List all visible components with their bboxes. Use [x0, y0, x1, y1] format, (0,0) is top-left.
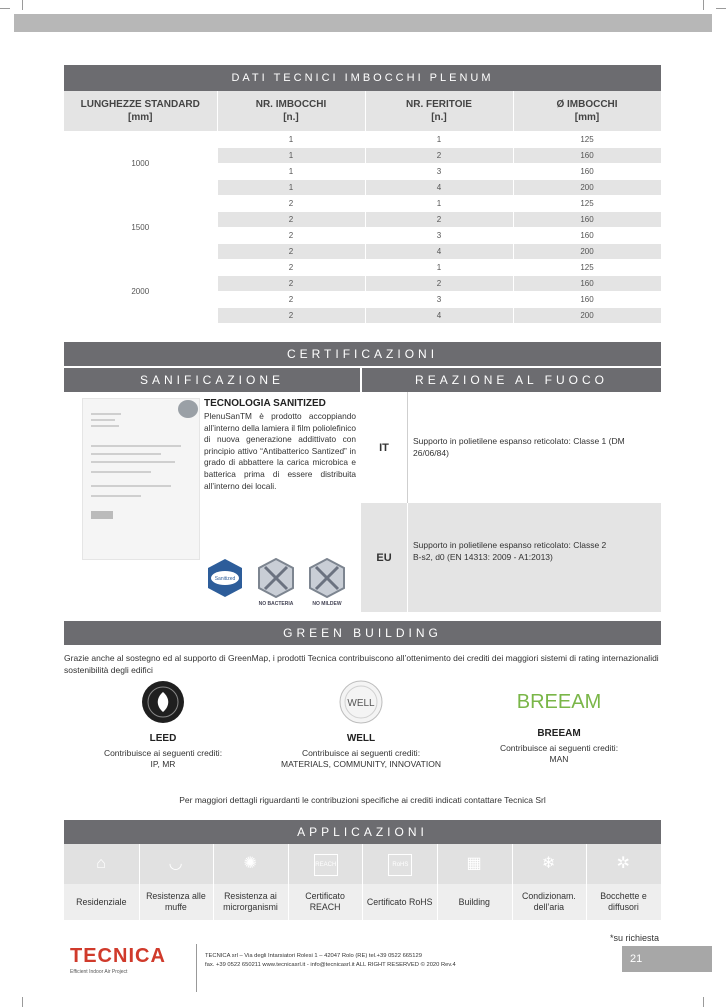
no-bacteria-icon [256, 558, 296, 598]
on-request-note: *su richiesta [610, 933, 660, 943]
app-label: Certificato REACH [305, 891, 345, 912]
well-logo-text: WELL [347, 698, 375, 709]
table-cell: 200 [513, 244, 661, 260]
sanitized-logo-icon [178, 400, 198, 418]
table-cell: 2 [365, 212, 513, 228]
table-cell: 2 [217, 244, 365, 260]
crop-mark [703, 997, 704, 1007]
table-cell: 1 [217, 132, 365, 148]
leed-credits-label: Contribuisce ai seguenti crediti: [103, 748, 223, 758]
table-cell: 2 [365, 148, 513, 164]
table-cell: 4 [365, 180, 513, 196]
table-cell: 200 [513, 180, 661, 196]
breeam-block [474, 680, 644, 765]
tecnica-logo-word: TECNICA [70, 945, 166, 967]
table-cell: 2 [217, 276, 365, 292]
footer-divider [196, 944, 197, 992]
table-cell: 3 [365, 164, 513, 180]
applications-icons-row [64, 844, 661, 884]
bowl-icon: ◡ [168, 855, 183, 872]
leed-credits: IP, MR [150, 759, 176, 769]
leed-block [78, 680, 248, 770]
table-cell: 4 [365, 244, 513, 260]
table-cell: 2 [217, 212, 365, 228]
breeam-credits-label: Contribuisce ai seguenti crediti: [499, 743, 619, 753]
well-block [276, 680, 446, 770]
diffuser-icon: ✲ [616, 855, 630, 872]
applications-labels-row [64, 884, 661, 920]
app-icon-cell [512, 844, 587, 884]
green-building-intro: Grazie anche al sostegno ed al supporto di GreenMap, i prodotti Tecnica contribuiscono all’ottenimento dei crediti dei maggiori sistemi di rating internazionalidi sostenibilità degli edifici [64, 653, 659, 675]
top-bar [14, 14, 712, 32]
table-cell: 1 [217, 148, 365, 164]
well-credits: MATERIALS, COMMUNITY, INNOVATION [281, 759, 441, 769]
leed-logo-icon [141, 680, 185, 724]
no-mildew-icon [307, 558, 347, 598]
table-cell: 1 [365, 196, 513, 212]
table-cell: 160 [513, 164, 661, 180]
crop-mark [716, 8, 726, 9]
fire-text: Supporto in polietilene espanso reticolato: Classe 2 B-s2, d0 (EN 14313: 2009 - A1:2013) [413, 540, 607, 562]
app-icon-cell [288, 844, 363, 884]
length-cell: 2000 [64, 260, 217, 324]
app-label: Condizionam. dell’aria [521, 891, 576, 912]
col-header: Ø IMBOCCHI [mm] [513, 91, 661, 132]
tecnica-logo-tagline: Efficient Indoor Air Project [70, 969, 128, 975]
length-cell: 1500 [64, 196, 217, 260]
rohs-icon: RoHS [388, 854, 412, 876]
microorganism-icon: ✺ [243, 855, 257, 872]
table-row [64, 196, 661, 212]
breeam-name: BREEAM [537, 728, 581, 739]
table-cell: 125 [513, 196, 661, 212]
app-label: Residenziale [76, 896, 127, 907]
tecnica-logo [70, 945, 166, 975]
app-label: Bocchette e diffusori [600, 891, 647, 912]
sanitized-badge-icon [205, 558, 245, 598]
leed-name: LEED [149, 733, 177, 744]
sanitized-description: PlenuSanTM è prodotto accoppiando all’interno della lamiera il film poliolefinico di nuova generazione addittivato con principio attivo “Antibatterico Santized” in grado di abbattere la carica microbica e batterica prima di essere distribuita all’interno dei locali. [204, 411, 356, 491]
technical-title: DATI TECNICI IMBOCCHI PLENUM [64, 65, 661, 91]
table-cell: 1 [217, 180, 365, 196]
fire-code: EU [376, 552, 392, 564]
table-cell: 1 [365, 260, 513, 276]
fire-row-eu [361, 503, 661, 612]
reach-icon: REACH [314, 854, 338, 876]
sanification-header: SANIFICAZIONE [64, 368, 360, 392]
footer-address: TECNICA srl – Via degli Intarsiatori Rolesi 1 – 42047 Rolo (RE) tel.+39 0522 665129 [205, 953, 422, 959]
app-label: Resistenza ai microrganismi [223, 891, 278, 912]
building-icon: ▦ [466, 855, 482, 872]
well-credits-label: Contribuisce ai seguenti crediti: [301, 748, 421, 758]
col-header: NR. FERITOIE [n.] [365, 91, 513, 132]
breeam-credits: MAN [549, 754, 569, 764]
crop-mark [22, 0, 23, 10]
table-cell: 125 [513, 260, 661, 276]
app-icon-cell [586, 844, 661, 884]
table-cell: 160 [513, 212, 661, 228]
table-cell: 2 [217, 308, 365, 324]
no-mildew-label: NO MILDEW [312, 601, 342, 607]
table-cell: 4 [365, 308, 513, 324]
fire-reaction-header: REAZIONE AL FUOCO [362, 368, 661, 392]
green-building-title: GREEN BUILDING [64, 621, 661, 645]
well-logo-icon [339, 680, 383, 724]
app-label: Building [458, 896, 490, 907]
app-icon-cell [437, 844, 512, 884]
certifications-title: CERTIFICAZIONI [64, 342, 661, 366]
table-cell: 160 [513, 228, 661, 244]
app-icon-cell [139, 844, 214, 884]
col-header: LUNGHEZZE STANDARD [mm] [64, 91, 217, 132]
table-cell: 3 [365, 292, 513, 308]
table-cell: 2 [217, 228, 365, 244]
footer-contacts [205, 952, 456, 970]
table-cell: 2 [217, 260, 365, 276]
app-icon-cell [64, 844, 139, 884]
table-cell: 2 [365, 276, 513, 292]
table-cell: 2 [217, 196, 365, 212]
table-cell: 1 [365, 132, 513, 148]
crop-mark [22, 997, 23, 1007]
house-icon: ⌂ [96, 855, 106, 872]
app-icon-cell [362, 844, 437, 884]
applications-title: APPLICAZIONI [64, 820, 661, 844]
table-cell: 160 [513, 148, 661, 164]
table-cell: 3 [365, 228, 513, 244]
table-cell: 160 [513, 292, 661, 308]
app-label: Resistenza alle muffe [146, 891, 206, 912]
table-cell: 160 [513, 276, 661, 292]
table-cell: 200 [513, 308, 661, 324]
page-number: 21 [622, 946, 712, 972]
sanitized-badge-text: Sanitized [214, 576, 236, 582]
fire-code: IT [379, 442, 389, 454]
technical-table [64, 91, 662, 324]
table-row [64, 260, 661, 276]
no-bacteria-label: NO BACTERIA [258, 601, 294, 607]
fire-row-it [361, 392, 661, 503]
well-name: WELL [346, 733, 376, 744]
table-row [64, 132, 661, 148]
footer-web: fax. +39 0522 650211 www.tecnicasrl.it - info@tecnicasrl.it ALL RIGHT RESERVED © 2020 Rev.4 [205, 962, 456, 968]
app-icon-cell [213, 844, 288, 884]
crop-mark [703, 0, 704, 10]
table-cell: 125 [513, 132, 661, 148]
breeam-logo: BREEAM [516, 691, 602, 713]
col-header: NR. IMBOCCHI [n.] [217, 91, 365, 132]
table-cell: 1 [217, 164, 365, 180]
green-building-note: Per maggiori dettagli riguardanti le contribuzioni specifiche ai crediti indicati contattare Tecnica Srl [179, 795, 546, 805]
snowflake-icon: ❄ [541, 855, 556, 872]
table-cell: 2 [217, 292, 365, 308]
crop-mark [0, 8, 10, 9]
sanitized-title: TECNOLOGIA SANITIZED [204, 398, 326, 409]
certificate-document-image [82, 398, 200, 560]
app-label: Certificato RoHS [366, 896, 433, 907]
length-cell: 1000 [64, 132, 217, 196]
fire-text: Supporto in polietilene espanso reticolato: Classe 1 (DM 26/06/84) [413, 436, 625, 458]
